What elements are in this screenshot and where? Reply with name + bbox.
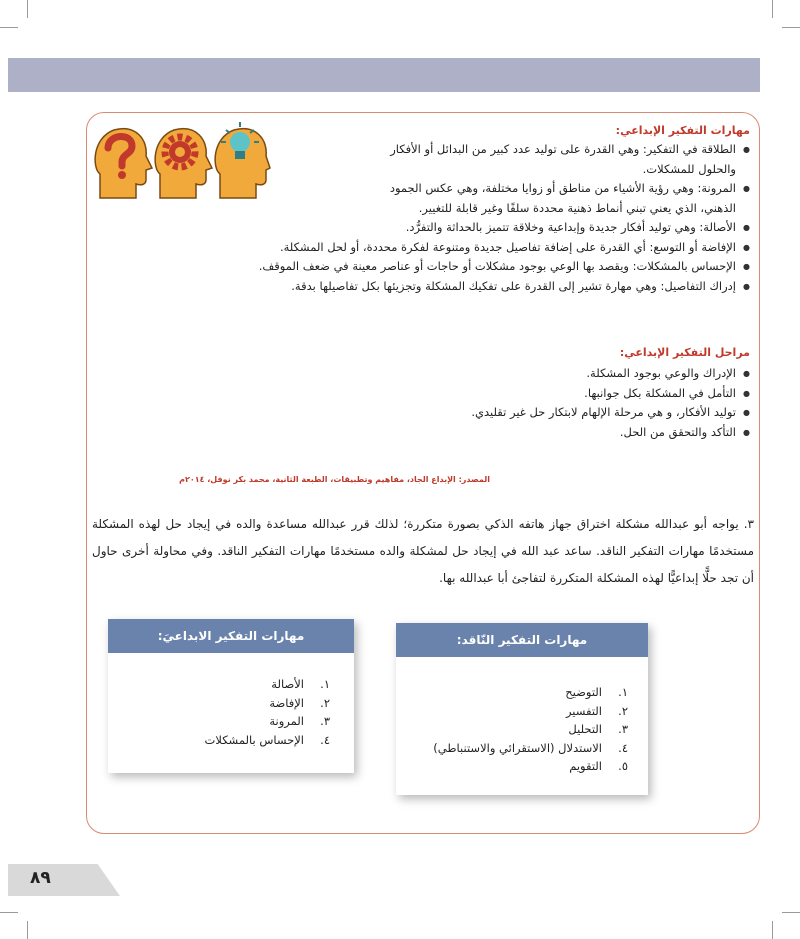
list-item: ٤.الاستدلال (الاستقرائي والاستنباطي) (433, 740, 628, 755)
creative-box-title: مهارات التفكير الابداعيَ: (108, 619, 354, 653)
list-item: ١.الأصالة (271, 677, 330, 691)
stages-list (471, 364, 750, 442)
list-item: ٤.الإحساس بالمشكلات (204, 732, 330, 747)
list-item: ● توليد الأفكار، و هي مرحلة الإلهام لابتكار حل غير تقليدي. (471, 403, 750, 423)
page-number: ٨٩ (30, 868, 51, 888)
crop-mark (772, 0, 773, 18)
creative-skills-heading: مهارات التفكير الإبداعي: (615, 124, 750, 137)
list-item-continuation: والحلول للمشكلات. (642, 161, 736, 176)
page-number-tab (8, 864, 120, 896)
list-item-continuation: الذهني، الذي يعني تبني أنماط ذهنية محددة سلفًا وغير قابلة للتغيير. (418, 200, 736, 215)
creative-skills-box (108, 619, 354, 773)
list-item: ● التأمل في المشكلة بكل جوانبها. (471, 384, 750, 404)
header-band (8, 58, 760, 92)
list-item: ● إدراك التفاصيل: وهي مهارة تشير إلى القدرة على تفكيك المشكلة وتجزيئها بكل تفاصيلها بدقة. (259, 277, 750, 297)
list-item: ● الإحساس بالمشكلات: ويقصد بها الوعي بوجود مشكلات أو حاجات أو عناصر معينة في ضعف الموقف. (259, 257, 750, 277)
thinking-heads-illustration (92, 118, 272, 200)
crop-mark (0, 27, 18, 28)
crop-mark (782, 27, 800, 28)
list-item: ١.التوضيح (565, 685, 628, 699)
crop-mark (0, 912, 18, 913)
list-item: ● الإدراك والوعي بوجود المشكلة. (471, 364, 750, 384)
list-item: ٣.التحليل (568, 722, 628, 736)
list-item: ● الأصالة: وهي توليد أفكار جديدة وإبداعية وخلاقة تتميز بالحداثة والتفرُّد. (259, 218, 750, 238)
question-paragraph: ٣. يواجه أبو عبدالله مشكلة اختراق جهاز هاتفه الذكي بصورة متكررة؛ لذلك قرر عبدالله مساعدة والده في إيجاد حل لهذه المشكلة مستخدمًا مهارات التفكير الناقد. ساعد عبد الله في إيجاد حل لمشكلة والده مستخدمًا مهارات التفكير الناقد. وفي محاولة أخرى حاول أن تجد حلًّا إبداعيًّا لهذه المشكلة المتكررة لتفاجئ أبا عبدالله بها. (92, 517, 754, 585)
list-item: ٢.الإفاضة (269, 695, 330, 710)
crop-mark (782, 912, 800, 913)
list-item: ● المرونة: وهي رؤية الأشياء من مناطق أو زوايا مختلفة، وهي عكس الجمود (259, 179, 750, 199)
list-item: ● التأكد والتحقق من الحل. (471, 423, 750, 443)
gear-head-icon (155, 129, 212, 198)
creative-skills-list (259, 140, 750, 296)
question-mark-head-icon (95, 129, 152, 198)
crop-mark (772, 921, 773, 939)
list-item: ● الطلاقة في التفكير: وهي القدرة على توليد عدد كبير من البدائل أو الأفكار (259, 140, 750, 160)
source-citation: المصدر: الإبداع الجاد، مفاهيم وتطبيقات، الطبعة الثانية، محمد بكر نوفل، ٢٠١٤م (179, 475, 490, 484)
list-item: ٥.التقويم (569, 759, 628, 773)
list-item: ٣.المرونة (269, 714, 330, 728)
list-item: ٢.التفسير (565, 703, 628, 718)
critical-box-title: مهارات التفكير النّاقد: (396, 623, 648, 657)
critical-box-list (396, 657, 648, 776)
stages-heading: مراحل التفكير الإبداعي: (619, 346, 750, 359)
critical-skills-box (396, 623, 648, 795)
crop-mark (27, 0, 28, 18)
crop-mark (27, 921, 28, 939)
creative-box-list (108, 653, 354, 749)
list-item: ● الإفاضة أو التوسع: أي القدرة على إضافة تفاصيل جديدة ومتنوعة لفكرة محددة، أو لحل المشكلة. (259, 238, 750, 258)
